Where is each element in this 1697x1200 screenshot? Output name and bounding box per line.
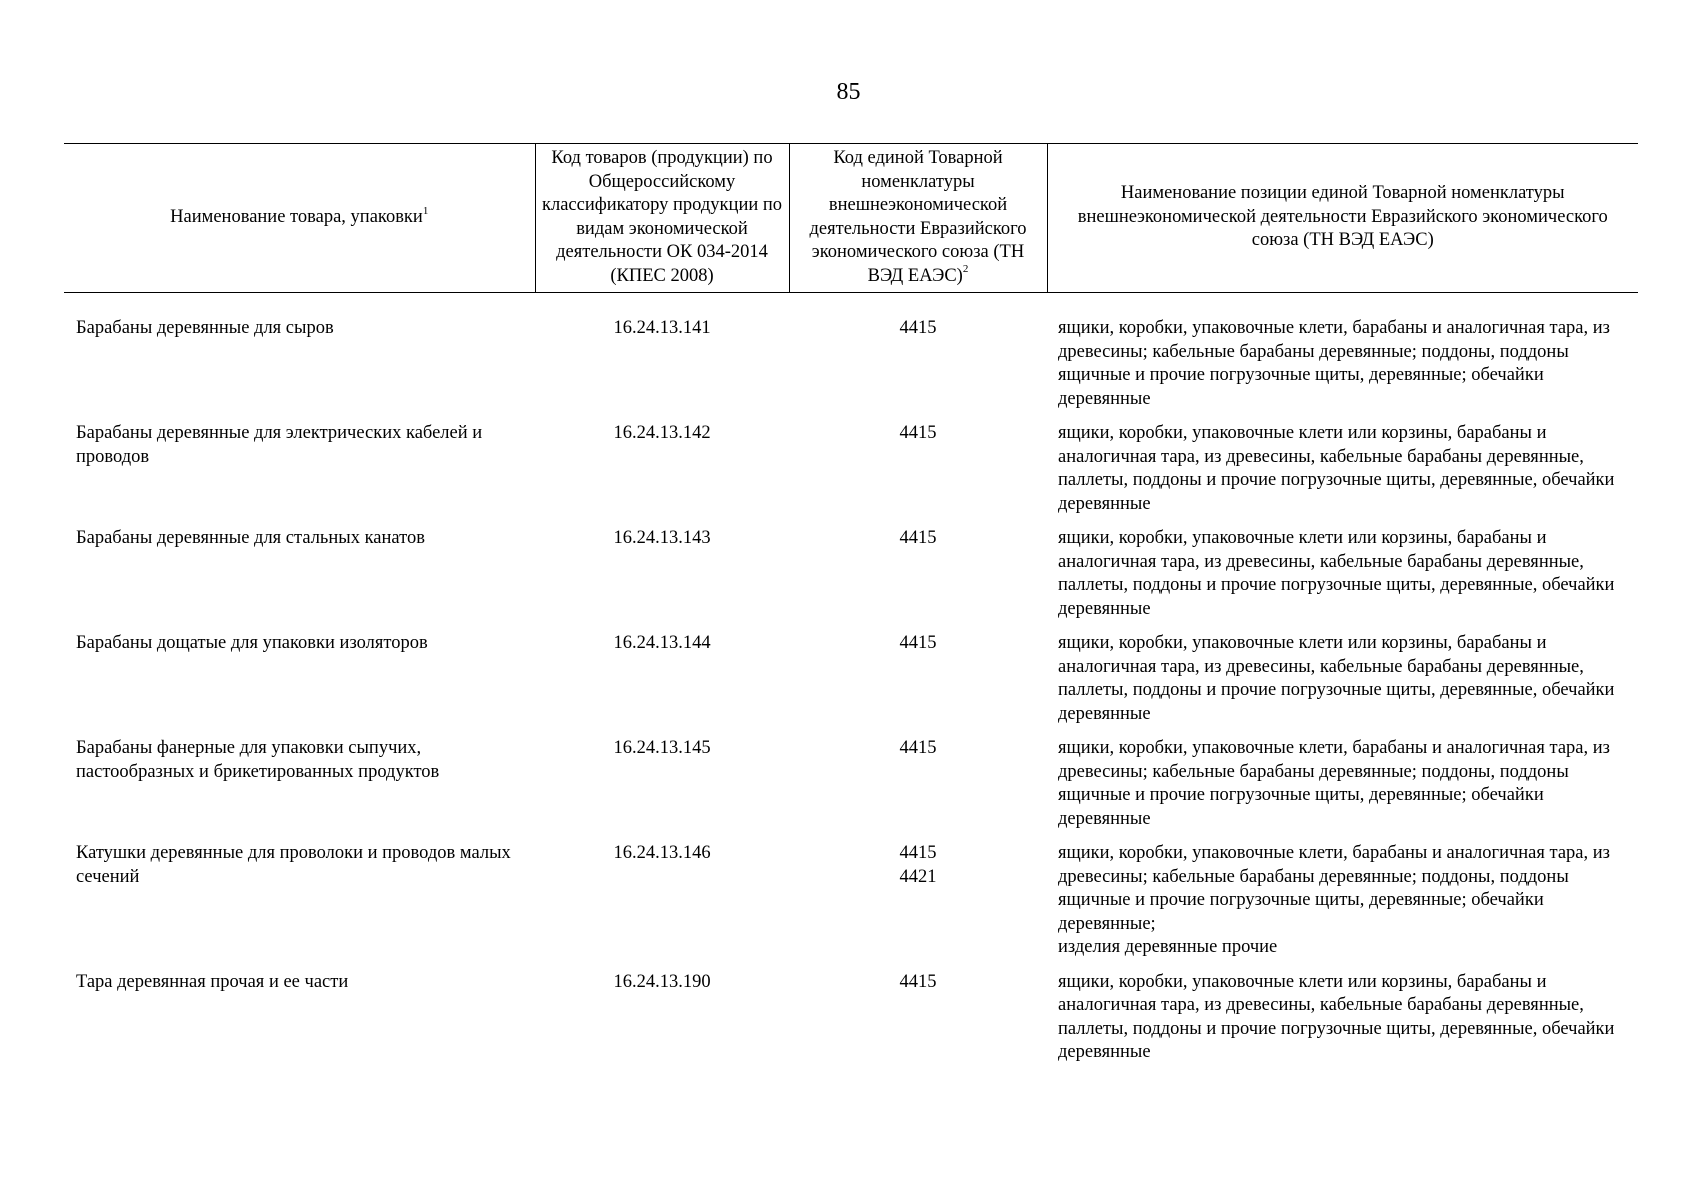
table-row <box>64 422 1638 527</box>
goods-name-cell: Барабаны дощатые для упаковки изоляторов <box>76 633 428 653</box>
okpd-code-cell: 16.24.13.145 <box>613 738 711 758</box>
tnved-position-cell: ящики, коробки, упаковочные клети, барабаны и аналогичная тара, из древесины; кабельные барабаны деревянные; поддоны, поддоны ящичные и прочие погрузочные щиты, деревянные; обечайки деревянные <box>1058 738 1610 829</box>
tnved-position-line: ящики, коробки, упаковочные клети, барабаны и аналогичная тара, из древесины; кабельные барабаны деревянные; поддоны, поддоны ящичные и прочие погрузочные щиты, деревянные; обечайки деревянные; <box>1058 843 1610 934</box>
header-goods-name-text: Наименование товара, упаковки <box>170 206 423 227</box>
tnved-position-cell: ящики, коробки, упаковочные клети или корзины, барабаны и аналогичная тара, из древесины, кабельные барабаны деревянные, паллеты, поддоны и прочие погрузочные щиты, деревянные, обечайки деревянные <box>1058 423 1615 514</box>
goods-name-cell: Катушки деревянные для проволоки и проводов малых сечений <box>76 843 511 887</box>
table-row <box>64 632 1638 737</box>
table-header <box>64 144 1638 293</box>
header-goods-name <box>64 144 535 293</box>
table-row <box>64 971 1638 1076</box>
goods-name-cell: Барабаны фанерные для упаковки сыпучих, пастообразных и брикетированных продуктов <box>76 738 440 782</box>
okpd-code-cell: 16.24.13.143 <box>613 528 711 548</box>
table-row <box>64 737 1638 842</box>
tnved-code-cell: 4415 <box>899 528 937 548</box>
tnved-code-line: 4415 <box>899 843 937 863</box>
goods-table <box>64 143 1638 1076</box>
goods-name-cell: Барабаны деревянные для электрических кабелей и проводов <box>76 423 483 467</box>
okpd-code-cell: 16.24.13.142 <box>613 423 711 443</box>
table-row <box>64 527 1638 632</box>
table-body <box>64 293 1638 1076</box>
tnved-code-cell: 4415 <box>899 633 937 653</box>
tnved-position-cell: ящики, коробки, упаковочные клети или корзины, барабаны и аналогичная тара, из древесины, кабельные барабаны деревянные, паллеты, поддоны и прочие погрузочные щиты, деревянные, обечайки деревянные <box>1058 633 1615 724</box>
tnved-code-cell: 4415 <box>899 318 937 338</box>
header-okpd-code: Код товаров (продукции) по Общероссийскому классификатору продукции по видам экономической деятельности ОК 034-2014 (КПЕС 2008) <box>535 144 789 293</box>
okpd-code-cell: 16.24.13.144 <box>613 633 711 653</box>
tnved-position-cell: ящики, коробки, упаковочные клети, барабаны и аналогичная тара, из древесины; кабельные барабаны деревянные; поддоны, поддоны ящичные и прочие погрузочные щиты, деревянные; обечайки деревянные <box>1058 318 1610 409</box>
footnote-marker: 2 <box>962 263 969 276</box>
goods-name-cell: Барабаны деревянные для сыров <box>76 318 334 338</box>
header-tnved-code <box>789 144 1047 293</box>
tnved-code-cell: 4415 <box>899 738 937 758</box>
okpd-code-cell: 16.24.13.190 <box>613 971 711 992</box>
table-row <box>64 293 1638 423</box>
footnote-marker: 1 <box>422 204 429 217</box>
header-tnved-code-text: Код единой Товарной номенклатуры внешнеэкономической деятельности Евразийского экономического союза (ТН ВЭД ЕАЭС) <box>809 148 1027 286</box>
header-tnved-position: Наименование позиции единой Товарной номенклатуры внешнеэкономической деятельности Евразийского экономического союза (ТН ВЭД ЕАЭС) <box>1047 144 1638 293</box>
tnved-position-cell: ящики, коробки, упаковочные клети или корзины, барабаны и аналогичная тара, из древесины, кабельные барабаны деревянные, паллеты, поддоны и прочие погрузочные щиты, деревянные, обечайки деревянные <box>1058 528 1615 619</box>
tnved-position-cell: ящики, коробки, упаковочные клети или корзины, барабаны и аналогичная тара, из древесины, кабельные барабаны деревянные, паллеты, поддоны и прочие погрузочные щиты, деревянные, обечайки деревянные <box>1058 971 1615 1062</box>
tnved-code-cell: 4415 <box>899 423 937 443</box>
tnved-position-line: изделия деревянные прочие <box>1058 937 1278 957</box>
tnved-code-cell <box>789 842 1047 971</box>
tnved-position-cell <box>1047 842 1638 971</box>
tnved-code-cell: 4415 <box>899 971 937 992</box>
goods-name-cell: Барабаны деревянные для стальных канатов <box>76 528 425 548</box>
table-row <box>64 842 1638 971</box>
goods-name-cell: Тара деревянная прочая и ее части <box>76 971 349 992</box>
okpd-code-cell: 16.24.13.141 <box>613 318 711 338</box>
page-number: 85 <box>836 79 861 105</box>
okpd-code-cell: 16.24.13.146 <box>613 843 711 863</box>
tnved-code-line: 4421 <box>899 866 937 887</box>
